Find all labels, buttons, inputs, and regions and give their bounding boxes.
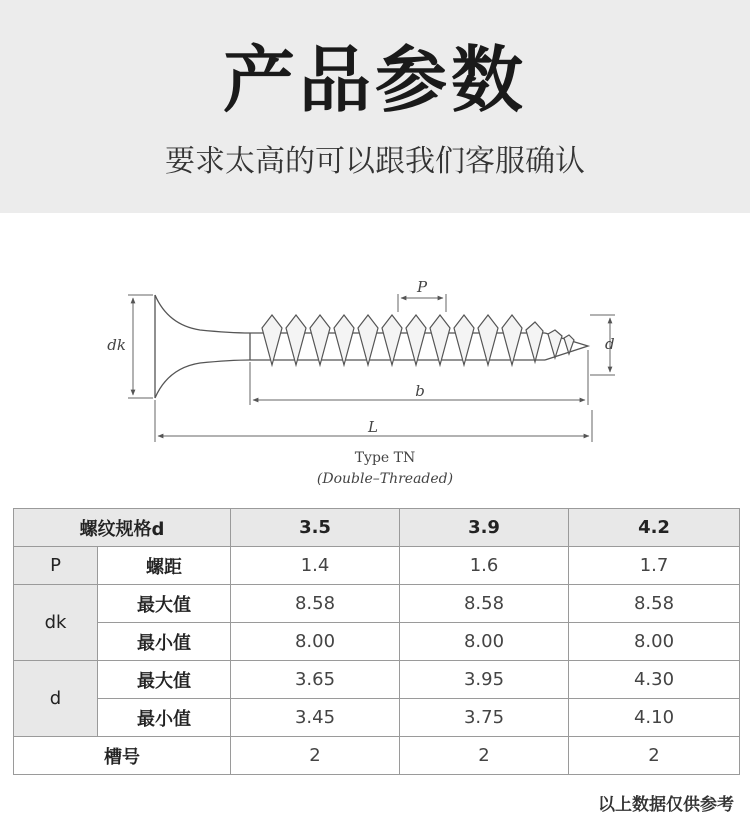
table-cell: 4.10: [569, 699, 740, 737]
row-label: 最大值: [98, 585, 231, 623]
screw-threads: [262, 315, 574, 365]
table-row: [14, 737, 740, 775]
dk-label: dk: [107, 336, 126, 354]
page-title: 产品参数: [222, 38, 527, 122]
p-label: P: [416, 278, 428, 296]
table-cell: 2: [400, 737, 569, 775]
table-row: [14, 623, 740, 661]
l-label: L: [368, 418, 378, 436]
table-header-row: [14, 509, 740, 547]
row-label: 螺距: [98, 547, 231, 585]
variant-label: (Double–Threaded): [316, 471, 454, 487]
table-cell: 8.58: [231, 585, 400, 623]
row-label: 最小值: [98, 699, 231, 737]
spec-table: [13, 508, 740, 775]
b-label: b: [415, 382, 425, 400]
header-banner: [0, 0, 750, 213]
table-cell: 3.65: [231, 661, 400, 699]
table-row: [14, 661, 740, 699]
row-group-dk: dk: [14, 585, 98, 661]
header-thread-spec: 螺纹规格d: [14, 509, 231, 547]
table-cell: 8.00: [231, 623, 400, 661]
screw-head-top: [155, 295, 250, 333]
table-cell: 8.00: [400, 623, 569, 661]
table-cell: 2: [569, 737, 740, 775]
table-row: [14, 585, 740, 623]
table-cell: 8.00: [569, 623, 740, 661]
table-cell: 2: [231, 737, 400, 775]
row-label-slot: 槽号: [14, 737, 231, 775]
screw-diagram: [0, 270, 750, 500]
table-row: [14, 699, 740, 737]
row-group-d: d: [14, 661, 98, 737]
screw-drawing: [0, 270, 750, 500]
header-size: 3.5: [231, 509, 400, 547]
table-row: [14, 547, 740, 585]
table-cell: 8.58: [569, 585, 740, 623]
page-subtitle: 要求太高的可以跟我们客服确认: [165, 144, 585, 179]
d-label: d: [605, 335, 615, 353]
reference-note: 以上数据仅供参考: [598, 795, 734, 815]
table-cell: 4.30: [569, 661, 740, 699]
table-cell: 1.6: [400, 547, 569, 585]
table-cell: 1.7: [569, 547, 740, 585]
type-label: Type TN: [354, 450, 416, 466]
row-group-p: P: [14, 547, 98, 585]
table-cell: 3.95: [400, 661, 569, 699]
table-cell: 1.4: [231, 547, 400, 585]
header-size: 3.9: [400, 509, 569, 547]
row-label: 最大值: [98, 661, 231, 699]
row-label: 最小值: [98, 623, 231, 661]
screw-head-bottom: [155, 360, 250, 398]
table-cell: 3.45: [231, 699, 400, 737]
table-cell: 3.75: [400, 699, 569, 737]
header-size: 4.2: [569, 509, 740, 547]
table-cell: 8.58: [400, 585, 569, 623]
